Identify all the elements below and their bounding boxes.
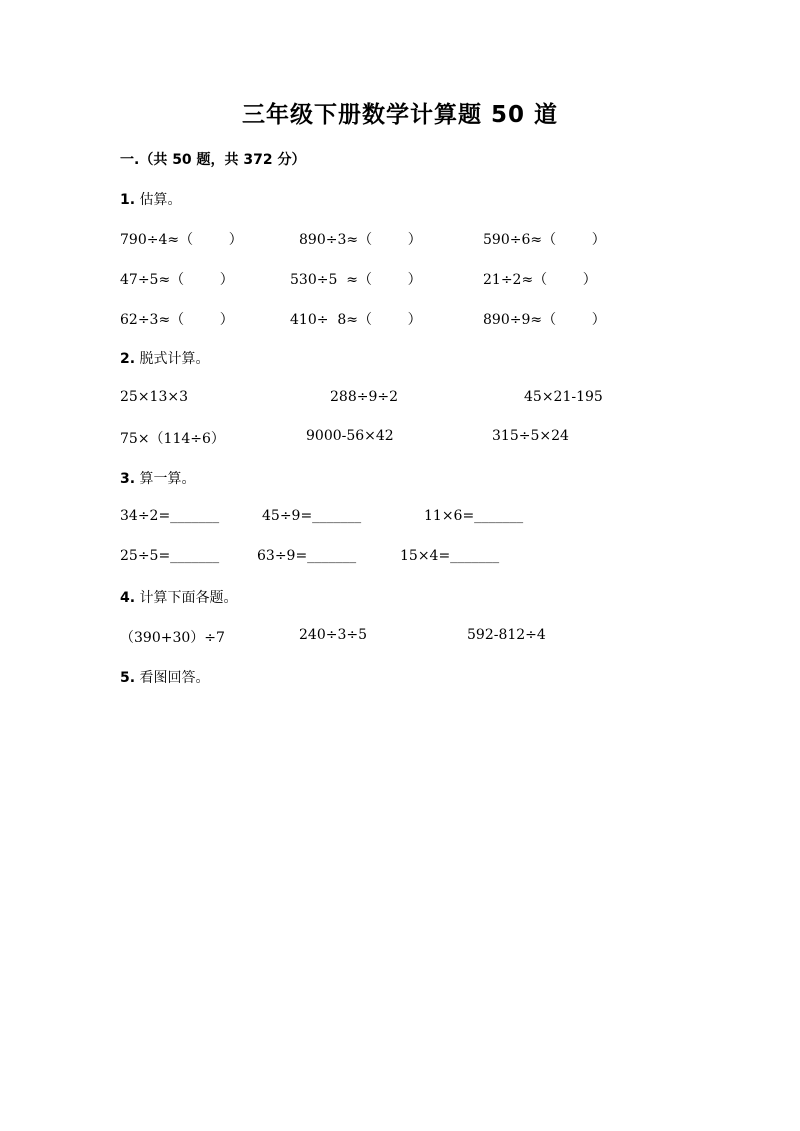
calc-item: 45×21-195	[524, 389, 603, 405]
question-label: 算一算。	[139, 471, 196, 487]
estimate-item: 790÷4≈（ ）	[120, 232, 243, 248]
fill-blank-item: 25÷5=_______	[120, 548, 220, 564]
estimate-item: 47÷5≈（ ）	[120, 272, 234, 288]
question-label: 计算下面各题。	[139, 590, 238, 606]
question-label: 看图回答。	[139, 670, 210, 686]
estimate-item: 890÷3≈（ ）	[299, 232, 422, 248]
calc-item: 592-812÷4	[467, 627, 546, 643]
calc-item: 288÷9÷2	[330, 389, 398, 405]
question-number: 2.	[120, 351, 136, 367]
calc-item: 240÷3÷5	[299, 627, 367, 643]
fill-blank-item: 11×6=_______	[424, 508, 524, 524]
fill-blank-item: 63÷9=_______	[257, 548, 357, 564]
calc-item: 75×（114÷6）	[120, 431, 225, 447]
question-5-heading	[120, 667, 210, 687]
estimate-item: 62÷3≈（ ）	[120, 312, 234, 328]
calc-item: 9000-56×42	[306, 428, 394, 444]
question-number: 5.	[120, 670, 136, 686]
question-number: 4.	[120, 590, 136, 606]
estimate-item: 21÷2≈（ ）	[483, 272, 597, 288]
calc-item: 315÷5×24	[492, 428, 569, 444]
estimate-item: 530÷5 ≈（ ）	[290, 272, 422, 288]
question-2-heading	[120, 348, 210, 368]
question-label: 估算。	[139, 192, 182, 208]
calc-item: （390+30）÷7	[120, 630, 225, 646]
question-1-heading	[120, 189, 182, 209]
question-number: 3.	[120, 471, 136, 487]
estimate-item: 590÷6≈（ ）	[483, 232, 606, 248]
question-3-heading	[120, 468, 196, 488]
fill-blank-item: 45÷9=_______	[262, 508, 362, 524]
fill-blank-item: 34÷2=_______	[120, 508, 220, 524]
calc-item: 25×13×3	[120, 389, 188, 405]
fill-blank-item: 15×4=_______	[400, 548, 500, 564]
page-title: 三年级下册数学计算题 50 道	[241, 102, 559, 128]
estimate-item: 410÷ 8≈（ ）	[290, 312, 422, 328]
question-label: 脱式计算。	[139, 351, 210, 367]
section-heading: 一.（共 50 题，共 372 分）	[120, 152, 306, 168]
question-number: 1.	[120, 192, 136, 208]
estimate-item: 890÷9≈（ ）	[483, 312, 606, 328]
question-4-heading	[120, 587, 238, 607]
